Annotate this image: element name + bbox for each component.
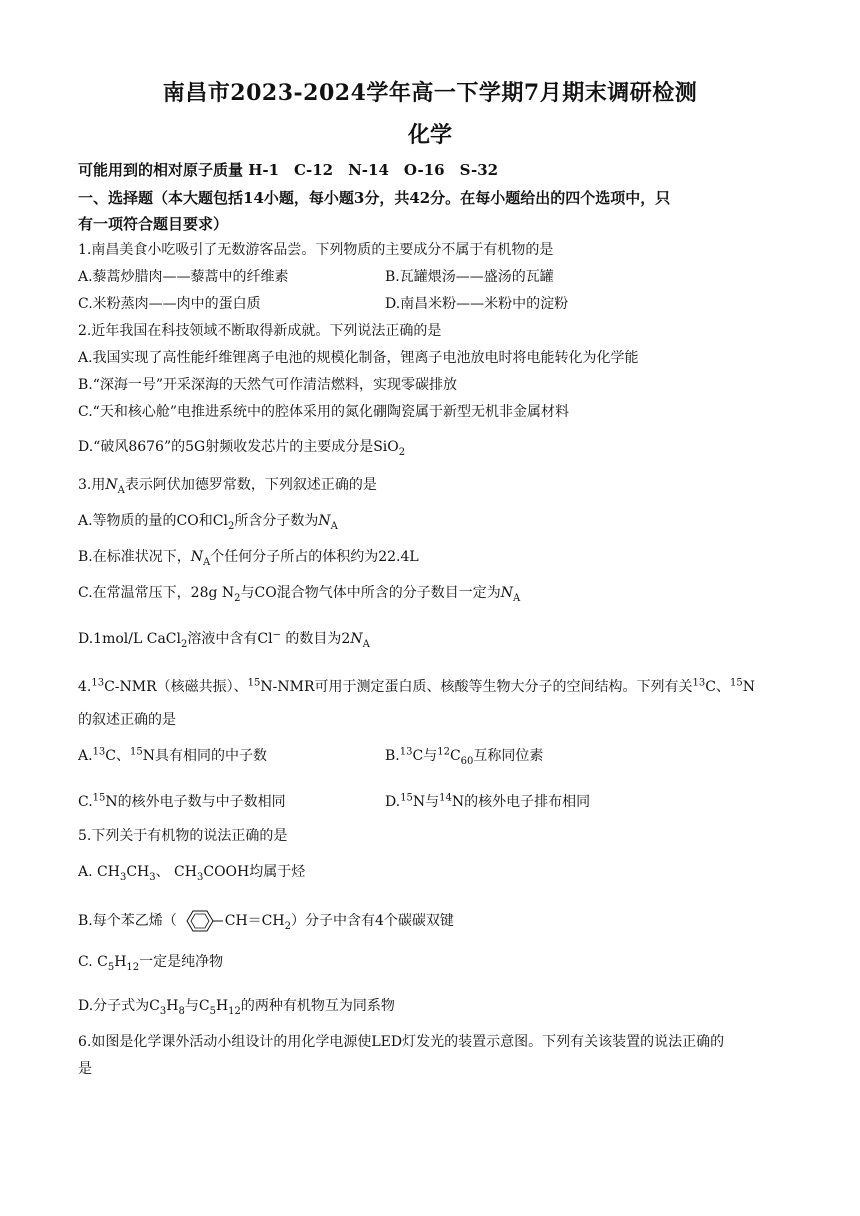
q2-option-a: A.我国实现了高性能纤维锂离子电池的规模化制备，锂离子电池放电时将电能转化为化学能 (78, 350, 639, 366)
q6-stem-line2: 是 (78, 1061, 92, 1077)
q2-option-b: B.“深海一号”开采深海的天然气可作清洁燃料，实现零碳排放 (78, 377, 458, 393)
q3-option-b: B.在标准状况下，$N_A$个任何分子所占的体积约为22.4L (78, 549, 419, 568)
q1-option-b: B.瓦罐煨汤——盛汤的瓦罐 (385, 269, 554, 285)
q4-option-d: D.$^{15}$N与$^{14}$N的核外电子排布相同 (385, 792, 591, 810)
q5-option-c: C. $C_5H_{12}$一定是纯净物 (78, 954, 224, 973)
q4-option-c: C.$^{15}$N的核外电子数与中子数相同 (78, 792, 286, 810)
q4-stem-line1: 4.13C-NMR（核磁共振）、$^{15}$N-NMR可用于测定蛋白质、核酸等生物大分子的空间结构。下列有关$^{13}$C、$^{15}$N (78, 677, 755, 695)
q3-option-d: D.1mol/L CaCl$_2$溶液中含有Cl− 的数目为$2N_A$ (78, 629, 370, 650)
q2-stem: 2.近年我国在科技领域不断取得新成就。下列说法正确的是 (78, 323, 442, 339)
section-heading-line2: 有一项符合题目要求） (78, 215, 229, 233)
q4-option-b: B.$^{13}$C与$^{12}C_{60}$互称同位素 (385, 746, 544, 767)
exam-title: 南昌市2023-2024学年高一下学期7月期末调研检测 (162, 80, 698, 106)
q1-stem: 1.南昌美食小吃吸引了无数游客品尝。下列物质的主要成分不属于有机物的是 (78, 242, 554, 258)
subject-title: 化学 (407, 122, 452, 148)
q5-stem: 5.下列关于有机物的说法正确的是 (78, 828, 288, 844)
q6-stem-line1: 6.如图是化学课外活动小组设计的用化学电源使LED灯发光的装置示意图。下列有关该装置的说法正确的 (78, 1034, 725, 1050)
q4-stem-line2: 的叙述正确的是 (78, 712, 176, 728)
q5-option-a: A. $CH_3CH_3$、 $CH_3COOH$均属于烃 (78, 864, 306, 883)
q1-option-a: A.藜蒿炒腊肉——藜蒿中的纤维素 (78, 269, 289, 285)
benzene-ring-icon (179, 908, 223, 934)
q3-option-a: A.等物质的量的CO和$Cl_2$所含分子数为$N_A$ (78, 513, 338, 532)
q3-option-c: C.在常温常压下，28g $N_2$与CO混合物气体中所含的分子数目一定为$N_A$ (78, 585, 521, 604)
q2-option-c: C.“天和核心舱”电推进系统中的腔体采用的氮化硼陶瓷属于新型无机非金属材料 (78, 404, 569, 420)
q1-option-d: D.南昌米粉——米粉中的淀粉 (385, 296, 569, 312)
q4-option-a: A.$^{13}$C、$^{15}$N具有相同的中子数 (78, 746, 267, 764)
q2-option-d: D.“破风8676”的5G射频收发芯片的主要成分是SiO$_2$ (78, 439, 406, 458)
q1-option-c: C.米粉蒸肉——肉中的蛋白质 (78, 296, 261, 312)
section-heading-line1: 一、选择题（本大题包括14小题，每小题3分，共42分。在每小题给出的四个选项中，只 (78, 189, 671, 207)
q5-option-d: D.分子式为$C_3H_8$与$C_5H_{12}$的两种有机物互为同系物 (78, 998, 395, 1017)
q3-stem: 3.用$N_A$表示阿伏加德罗常数，下列叙述正确的是 (78, 477, 377, 496)
q5-option-b: B.每个苯乙烯（ $CH=CH_2$）分子中含有4个碳碳双键 (78, 908, 454, 934)
atomic-masses: 可能用到的相对原子质量 H-1 C-12 N-14 O-16 S-32 (78, 161, 499, 179)
